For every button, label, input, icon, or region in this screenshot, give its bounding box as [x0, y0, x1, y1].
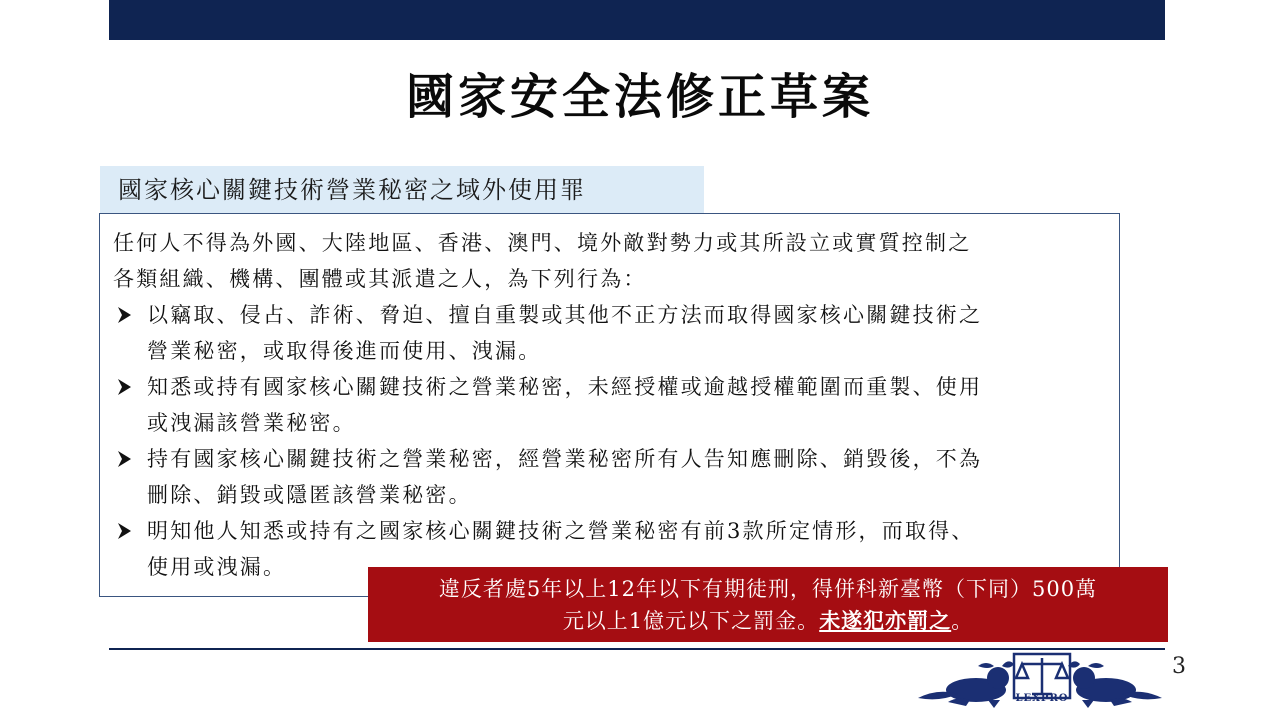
item-line-2: 營業秘密，或取得後進而使用、洩漏。 [147, 339, 542, 363]
list-item [113, 441, 1113, 513]
item-line-2: 使用或洩漏。 [147, 555, 287, 579]
penalty-line-1: 違反者處5年以上12年以下有期徒刑，得併科新臺幣（下同）500萬 [438, 577, 1098, 601]
arrow-bullet-icon [115, 369, 135, 405]
header-bar [109, 0, 1165, 40]
section-label: 國家核心關鍵技術營業秘密之域外使用罪 [100, 166, 704, 214]
logo-wordmark: LEXPRO [1015, 693, 1069, 704]
footer-rule [109, 648, 1165, 650]
item-line-1: 知悉或持有國家核心關鍵技術之營業秘密，未經授權或逾越授權範圍而重製、使用 [147, 375, 983, 399]
arrow-bullet-icon [115, 441, 135, 477]
offense-list [113, 297, 1113, 585]
penalty-box [368, 567, 1168, 642]
intro-line-1: 任何人不得為外國、大陸地區、香港、澳門、境外敵對勢力或其所設立或實質控制之 [113, 231, 972, 255]
item-line-2: 刪除、銷毀或隱匿該營業秘密。 [147, 483, 472, 507]
penalty-line-2-text: 元以上1億元以下之罰金。 [562, 609, 820, 633]
page-number: 3 [1172, 654, 1186, 679]
list-item [113, 369, 1113, 441]
arrow-bullet-icon [115, 513, 135, 549]
item-line-1: 持有國家核心關鍵技術之營業秘密，經營業秘密所有人告知應刪除、銷毀後，不為 [147, 447, 983, 471]
item-line-2: 或洩漏該營業秘密。 [147, 411, 356, 435]
intro-line-2: 各類組織、機構、團體或其派遣之人，為下列行為： [113, 267, 647, 291]
intro-text [113, 225, 1113, 297]
slide-title: 國家安全法修正草案 [405, 69, 874, 125]
penalty-line-2-end: 。 [951, 609, 974, 633]
arrow-bullet-icon [115, 297, 135, 333]
list-item [113, 297, 1113, 369]
item-line-1: 明知他人知悉或持有之國家核心關鍵技術之營業秘密有前3款所定情形，而取得、 [147, 519, 975, 543]
item-line-1: 以竊取、侵占、詐術、脅迫、擅自重製或其他不正方法而取得國家核心關鍵技術之 [147, 303, 983, 327]
attempt-punishable-emphasis: 未遂犯亦罰之 [819, 608, 952, 633]
